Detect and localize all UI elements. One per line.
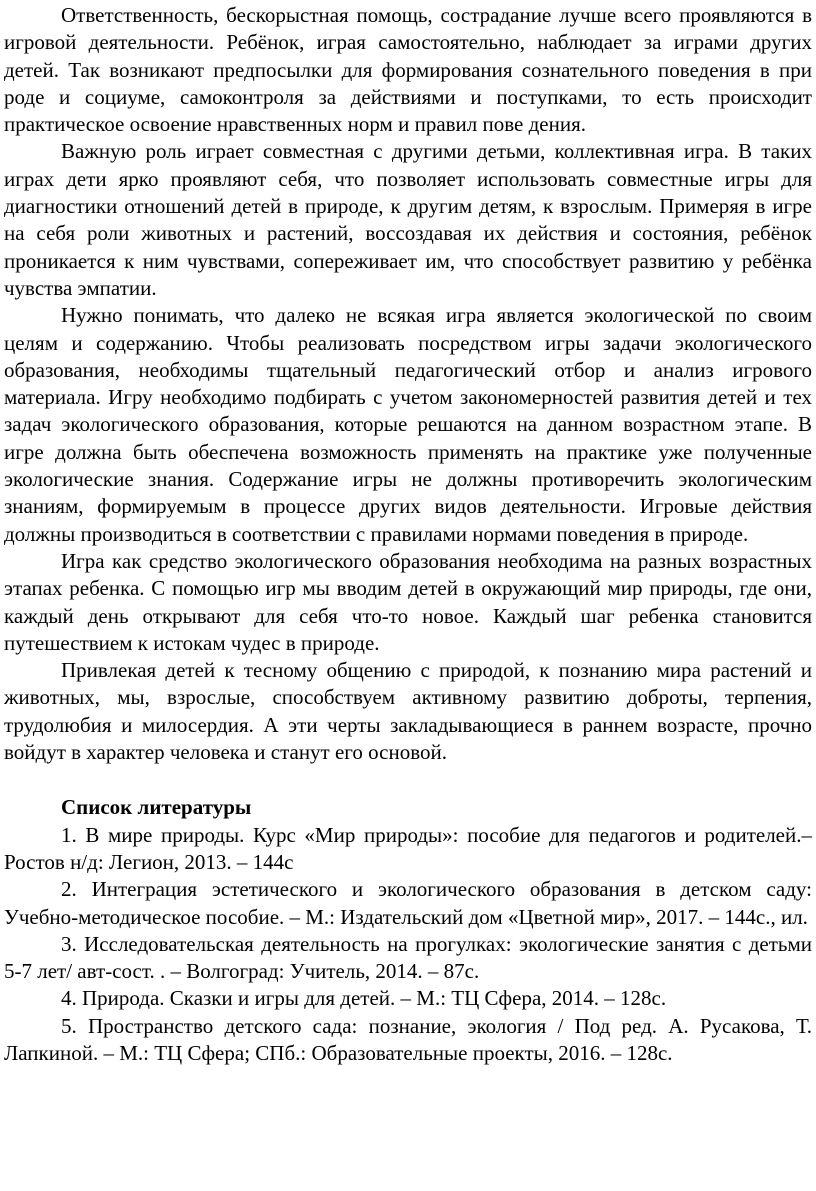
paragraph-ecological-game: Нужно понимать, что далеко не всякая игра является экологической по своим целям и содержанию. Чтобы реализовать посредством игры задачи экологического образования, необходимы тщательный педагогический отбор и анализ игрового материала. Игру необходимо подбирать с учетом закономерностей развития детей и тех задач экологического образования, которые решаются на данном возрастном этапе. В игре должна быть обеспечена возможность применять на практике уже полученные экологические знания. Содержание игры не должны противоречить экологическим знаниям, формируемым в процессе других видов деятельности. Игровые действия должны производиться в соответствии с правилами нормами поведения в природе. xyxy=(4,303,812,546)
reference-item: 2. Интеграция эстетического и экологического образования в детском саду: Учебно-методическое пособие. – М.: Издательский дом «Цветной мир», 2017. – 144с., ил. xyxy=(4,877,812,929)
references-heading: Список литературы xyxy=(61,795,252,820)
paragraph-nature-contact: Привлекая детей к тесному общению с природой, к познанию мира растений и животных, мы, взрослые, способствуем активному развитию доброты, терпения, трудолюбия и милосердия. А эти черты закладывающиеся в раннем возрасте, прочно войдут в характер человека и станут его основой. xyxy=(4,658,812,765)
reference-item: 1. В мире природы. Курс «Мир природы»: пособие для педагогов и родителей.– Ростов н/д: Легион, 2013. – 144с xyxy=(4,822,812,874)
section-spacer xyxy=(4,766,812,794)
paragraph-game-as-means: Игра как средство экологического образования необходима на разных возрастных этапах ребенка. С помощью игр мы вводим детей в окружающий мир природы, где они, каждый день открывают для себя что-то новое. Каждый шаг ребенка становится путешествием к истокам чудес в природе. xyxy=(4,548,812,655)
paragraph-responsibility: Ответственность, бескорыстная помощь, сострадание лучше всего проявляются в игровой деятельности. Ребёнок, играя самостоятельно, наблюдает за играми других детей. Так возникают предпосылки для формирования сознательного поведения в при роде и социуме, самоконтроля за действиями и поступками, то есть происходит практическое освоение нравственных норм и правил пове дения. xyxy=(4,3,812,137)
reference-item: 3. Исследовательская деятельность на прогулках: экологические занятия с детьми 5-7 лет/ авт-сост. . – Волгоград: Учитель, 2014. – 87с. xyxy=(4,931,812,984)
reference-item: 5. Пространство детского сада: познание, экология / Под ред. А. Русакова, Т. Лапкиной. – М.: ТЦ Сфера; СПб.: Образовательные проекты, 2016. – 128с. xyxy=(4,1013,812,1065)
reference-item: 4. Природа. Сказки и игры для детей. – М.: ТЦ Сфера, 2014. – 128с. xyxy=(61,986,667,1011)
paragraph-collective-play: Важную роль играет совместная с другими детьми, коллективная игра. В таких играх дети ярко проявляют себя, что позволяет использовать совместные игры для диагностики отношений детей в природе, к другим детям, к взрослым. Примеряя в игре на себя роли животных и растений, воссоздавая их действия и состояния, ребёнок проникается к ним чувствами, сопереживает им, что способствует развитию у ребёнка чувства эмпатии. xyxy=(4,139,812,300)
